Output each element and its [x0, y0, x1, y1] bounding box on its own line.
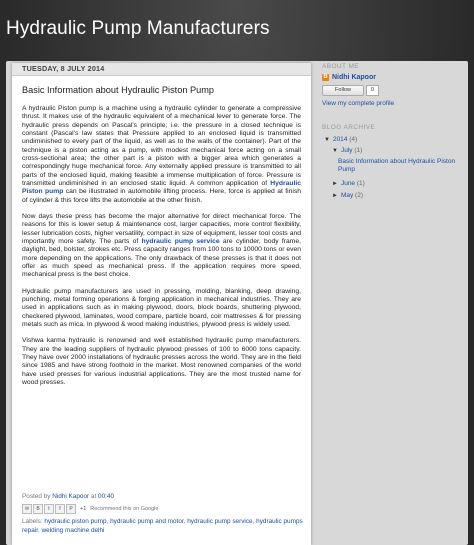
recommend-text: Recommend this on Google: [90, 506, 159, 512]
paragraph-3: Hydraulic pump manufacturers are used in pressing, molding, blanking, deep drawing, punching, metal forming operations & forging application in mechanical industries. They are used in applications such as in making plywood, doors, block boards, shuttering plywood, checkered plywood, laminates, wood compare, particle board, coir mattresses & for pressing metals such as mica. In plywood & wood making industries, plywood press is widely used.: [22, 287, 301, 328]
profile-row: [322, 74, 376, 81]
archive-month-label[interactable]: July: [340, 147, 353, 154]
labels-prefix: Labels:: [22, 518, 45, 525]
view-profile-link[interactable]: View my complete profile: [322, 100, 395, 107]
expand-toggle-icon[interactable]: ►: [332, 181, 338, 187]
archive-count: (2): [355, 192, 363, 199]
at-label: at: [89, 493, 99, 500]
paragraph-text: are cylinder, body frame, daylight, bed, bolster, strokes etc. Press capacity ranges from 100 tons to 10000 tons or even more depending on the applications. The only drawback of these presses is that it does not offer as much speed as mechanical press. If the application requires more speed, mechanical press is the best choice.: [22, 237, 301, 279]
posted-by-label: Posted by: [22, 493, 53, 500]
blogger-icon: B: [323, 74, 328, 80]
expand-toggle-icon[interactable]: ►: [332, 193, 338, 199]
follow-button[interactable]: Follow: [322, 85, 364, 96]
label-link[interactable]: welding machine delhi: [41, 527, 105, 534]
paragraph-1: [22, 105, 301, 205]
google-plus-button[interactable]: +1: [80, 506, 87, 512]
date-header: [12, 63, 311, 76]
email-icon[interactable]: ✉: [22, 504, 32, 514]
posted-by: [22, 493, 312, 500]
about-me-heading: ABOUT ME: [322, 63, 360, 70]
archive-month-may[interactable]: [332, 192, 363, 199]
main-column: [12, 63, 311, 545]
blog-this-icon[interactable]: B: [33, 504, 43, 514]
paragraph-text: A hydraulic Piston pump is a machine using a hydraulic cylinder to generate a compressive thrust. It makes use of the hydraulic equivalent of a mechanical lever to generate force. The hydraulic press depends on Pascal's principle; i.e. the pressure in a closed technique is constant (Pascal's law states that Pressure applied to an enclosed liquid is transmitted undiminished to every part of the liquid, as well as to the walls of the container). Part of the technique is a piston acting as a pump, with modest mechanical force acting on a small cross-sectional area; the other part is a piston with a bigger area which generates a correspondingly huge mechanical force. Any externally applied pressure is transmitted to all parts of the enclosed liquid, making feasible a immense multiplication of force. Pressure is transmitted undiminished in an enclosed static liquid. A common application of: [22, 105, 301, 187]
sidebar: [322, 63, 468, 199]
post-title[interactable]: Basic Information about Hydraulic Piston Pump: [22, 85, 215, 95]
hydraulic-pump-service-link[interactable]: hydraulic pump service: [141, 237, 220, 245]
paragraph-2: [22, 213, 301, 280]
archive-month-june[interactable]: [332, 180, 365, 187]
hydraulic-piston-pump-link[interactable]: Hydraulic Piston pump: [22, 179, 301, 196]
archive-year-label[interactable]: 2014: [332, 136, 348, 143]
blog-archive-heading: BLOG ARCHIVE: [322, 124, 376, 131]
archive-post-link[interactable]: Basic Information about Hydraulic Piston Pump: [338, 158, 456, 173]
collapse-toggle-icon[interactable]: ▼: [324, 137, 330, 143]
archive-month-label[interactable]: June: [340, 180, 356, 187]
profile-name[interactable]: Nidhi Kapoor: [332, 74, 376, 81]
archive-count: (1): [354, 147, 363, 154]
collapse-toggle-icon[interactable]: ▼: [332, 148, 338, 154]
timestamp-link[interactable]: 00:40: [98, 493, 115, 500]
paragraph-text: Now days these press has become the major alternative for direct mechanical force. The reasons for this is lower setup & maintenance cost, larger capacities, more control flexibility, lesser lubrication costs, higher versatility, compact in size of equipment, lesser tool costs and importantly more safety. The parts of: [22, 212, 301, 245]
post-labels: Labels: hydraulic piston pump, hydraulic pump and motor, hydraulic pump service, hydraulic pumps repair, welding machine delhi: [22, 518, 303, 534]
follower-count: 0: [366, 85, 379, 96]
twitter-icon[interactable]: t: [44, 504, 54, 514]
share-buttons: [22, 504, 312, 514]
paragraph-4: Vishwa karma hydraulic is renowned and well established hydraulic pump manufacturers. They are the leading suppliers of hydraulic plywood presses of 100 to 6000 tons capacity. They have over 2000 installations of hydraulic presses across the world. They are in the field since 1985 and have strong foothold in the market. Most renowned companies of the world have used presses for various industrial applications. They are the most trusted name for wood presses.: [22, 337, 301, 386]
archive-month-july[interactable]: [332, 147, 362, 154]
archive-count: (1): [356, 180, 365, 187]
label-link[interactable]: hydraulic pump service: [187, 518, 253, 525]
label-link[interactable]: hydraulic pump and motor: [110, 518, 184, 525]
label-link[interactable]: hydraulic piston pump: [44, 518, 107, 525]
author-link[interactable]: Nidhi Kapoor: [52, 493, 90, 500]
archive-month-label[interactable]: May: [340, 192, 354, 199]
archive-count: (4): [349, 136, 358, 143]
facebook-icon[interactable]: f: [55, 504, 65, 514]
label-link[interactable]: hydraulic pumps repair: [22, 518, 303, 534]
pinterest-icon[interactable]: P: [66, 504, 76, 514]
paragraph-text: can be illustrated in automobile lifting process. Here, force is applied at finish of cylinder & this force lifts the automobile at the other finish.: [22, 188, 302, 204]
post-body: [22, 105, 301, 395]
archive-year-2014[interactable]: [324, 136, 357, 143]
post-date: TUESDAY, 8 JULY 2014: [22, 64, 105, 73]
post-footer: [22, 493, 312, 535]
blog-title[interactable]: Hydraulic Pump Manufacturers: [6, 18, 270, 39]
